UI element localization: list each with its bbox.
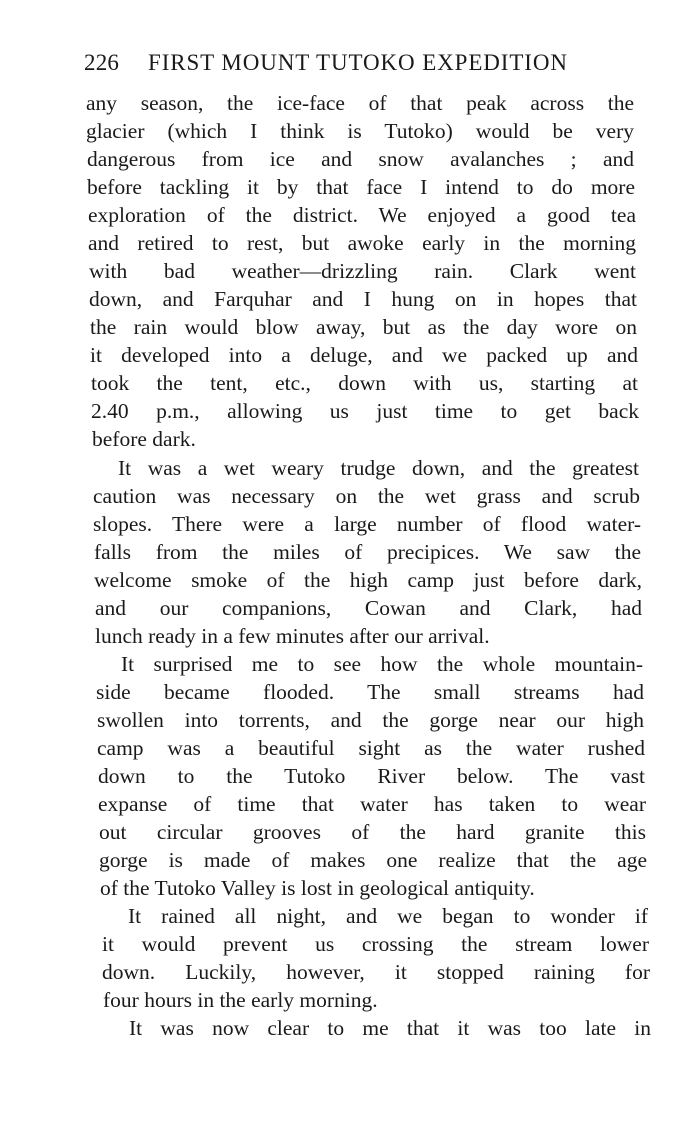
running-title: FIRST MOUNT TUTOKO EXPEDITION	[148, 50, 568, 75]
running-header	[84, 50, 634, 80]
text-line: dangerous from ice and snow avalanches ; and	[87, 147, 634, 171]
text-line: it developed into a deluge, and we packed up and	[90, 343, 638, 367]
text-line: took the tent, etc., down with us, starting at	[91, 371, 638, 395]
text-line: down, and Farquhar and I hung on in hopes that	[89, 287, 637, 311]
text-line: gorge is made of makes one realize that the age	[99, 848, 647, 872]
text-line: it would prevent us crossing the stream lower	[102, 932, 649, 956]
text-line: before tackling it by that face I intend to do more	[87, 175, 635, 199]
text-line: any season, the ice-face of that peak across the	[86, 91, 634, 115]
text-line: caution was necessary on the wet grass and scrub	[93, 484, 640, 508]
text-line: slopes. There were a large number of flood water-	[93, 512, 641, 536]
text-line: out circular grooves of the hard granite this	[99, 820, 646, 844]
text-line: glacier (which I think is Tutoko) would be very	[86, 119, 634, 143]
text-line: exploration of the district. We enjoyed a good tea	[88, 203, 636, 227]
text-line: down to the Tutoko River below. The vast	[98, 764, 645, 788]
paragraph-first-line: It surprised me to see how the whole mountain-	[121, 652, 643, 676]
text-line: falls from the miles of precipices. We saw the	[94, 540, 641, 564]
page-number: 226	[84, 50, 120, 75]
text-line: 2.40 p.m., allowing us just time to get back	[91, 399, 639, 423]
text-line: lunch ready in a few minutes after our arrival.	[95, 624, 490, 648]
paragraph-first-line: It was now clear to me that it was too late in	[129, 1016, 651, 1040]
text-line: camp was a beautiful sight as the water rushed	[97, 736, 645, 760]
paragraph-first-line: It rained all night, and we began to wonder if	[128, 904, 648, 928]
text-line: side became flooded. The small streams had	[96, 680, 644, 704]
text-line: and retired to rest, but awoke early in the morning	[88, 231, 636, 255]
text-line: down. Luckily, however, it stopped raining for	[102, 960, 650, 984]
text-line: before dark.	[92, 427, 196, 451]
paragraph-first-line: It was a wet weary trudge down, and the greatest	[118, 456, 639, 480]
text-line: and our companions, Cowan and Clark, had	[95, 596, 642, 620]
text-line: swollen into torrents, and the gorge near our high	[97, 708, 644, 732]
text-line: welcome smoke of the high camp just before dark,	[94, 568, 642, 592]
text-line: with bad weather—drizzling rain. Clark went	[89, 259, 636, 283]
text-line: the rain would blow away, but as the day wore on	[90, 315, 637, 339]
text-line: expanse of time that water has taken to wear	[98, 792, 646, 816]
text-line: four hours in the early morning.	[103, 988, 378, 1012]
text-line: of the Tutoko Valley is lost in geological antiquity.	[100, 876, 535, 900]
